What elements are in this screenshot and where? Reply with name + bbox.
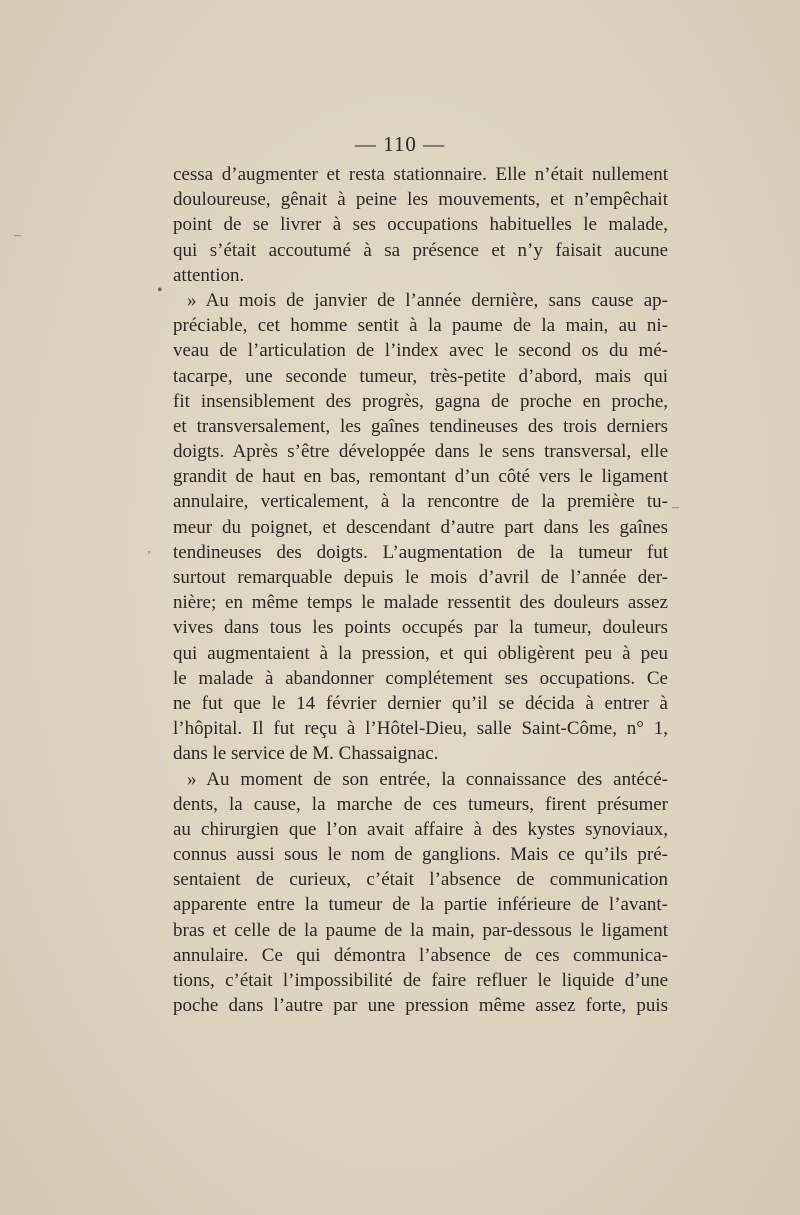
text-line: cessa d’augmenter et resta stationnaire. Elle n’était nullement	[173, 164, 668, 185]
text-line: préciable, cet homme sentit à la paume de la main, au ni-	[173, 315, 668, 337]
text-line: dents, la cause, la marche de ces tumeurs, firent présumer	[173, 793, 668, 815]
page-number: — 110 —	[354, 132, 446, 156]
text-line: surtout remarquable depuis le mois d’avril de l’année der-	[173, 567, 668, 588]
text-line: bras et celle de la paume de la main, par-dessous le ligament	[173, 919, 668, 941]
text-line: grandit de haut en bas, remontant d’un côté vers le ligament	[173, 466, 668, 488]
margin-mark: •	[157, 282, 163, 299]
text-line: dans le service de M. Chassaignac.	[173, 743, 439, 765]
text-line: douloureuse, gênait à peine les mouvements, et n’empêchait	[173, 189, 668, 211]
margin-mark: –	[14, 228, 21, 243]
text-line: qui augmentaient à la pression, et qui obligèrent peu à peu	[173, 642, 668, 664]
text-line: poche dans l’autre par une pression même assez forte, puis	[173, 995, 668, 1017]
text-line: annulaire, verticalement, à la rencontre de la première tu-	[173, 491, 668, 513]
text-line: doigts. Après s’être développée dans le sens transversal, elle	[173, 441, 668, 463]
text-line: tions, c’était l’impossibilité de faire refluer le liquide d’une	[173, 970, 668, 991]
text-line: » Au moment de son entrée, la connaissance des antécé-	[187, 768, 668, 790]
margin-mark: ʼ	[147, 548, 151, 562]
text-line: au chirurgien que l’on avait affaire à des kystes synoviaux,	[173, 818, 668, 840]
text-line: tacarpe, une seconde tumeur, très-petite d’abord, mais qui	[173, 365, 668, 387]
text-line: veau de l’articulation de l’index avec le second os du mé-	[173, 340, 668, 362]
text-line: le malade à abandonner complétement ses occupations. Ce	[173, 667, 668, 689]
text-line: qui s’était accoutumé à sa présence et n’y faisait aucune	[173, 239, 668, 261]
text-line: l’hôpital. Il fut reçu à l’Hôtel-Dieu, salle Saint-Côme, n° 1,	[173, 718, 668, 740]
body-text	[173, 162, 668, 1018]
text-line: ne fut que le 14 février dernier qu’il se décida à entrer à	[173, 692, 668, 714]
text-line: connus aussi sous le nom de ganglions. Mais ce qu’ils pré-	[173, 844, 668, 866]
text-line: nière; en même temps le malade ressentit des douleurs assez	[173, 592, 668, 614]
text-line: » Au mois de janvier de l’année dernière, sans cause ap-	[187, 289, 668, 311]
text-line: sentaient de curieux, c’était l’absence de communication	[173, 869, 668, 891]
text-line: fit insensiblement des progrès, gagna de proche en proche,	[173, 390, 668, 412]
text-line: attention.	[173, 264, 245, 286]
margin-mark: –	[672, 500, 679, 515]
text-line: et transversalement, les gaînes tendineuses des trois derniers	[173, 415, 668, 437]
text-line: annulaire. Ce qui démontra l’absence de ces communica-	[173, 944, 668, 966]
text-line: apparente entre la tumeur de la partie inférieure de l’avant-	[173, 894, 668, 916]
text-line: meur du poignet, et descendant d’autre part dans les gaînes	[173, 516, 668, 538]
text-line: point de se livrer à ses occupations habituelles le malade,	[173, 214, 668, 236]
text-line: tendineuses des doigts. L’augmentation de la tumeur fut	[173, 541, 668, 563]
text-line: vives dans tous les points occupés par la tumeur, douleurs	[173, 617, 668, 639]
